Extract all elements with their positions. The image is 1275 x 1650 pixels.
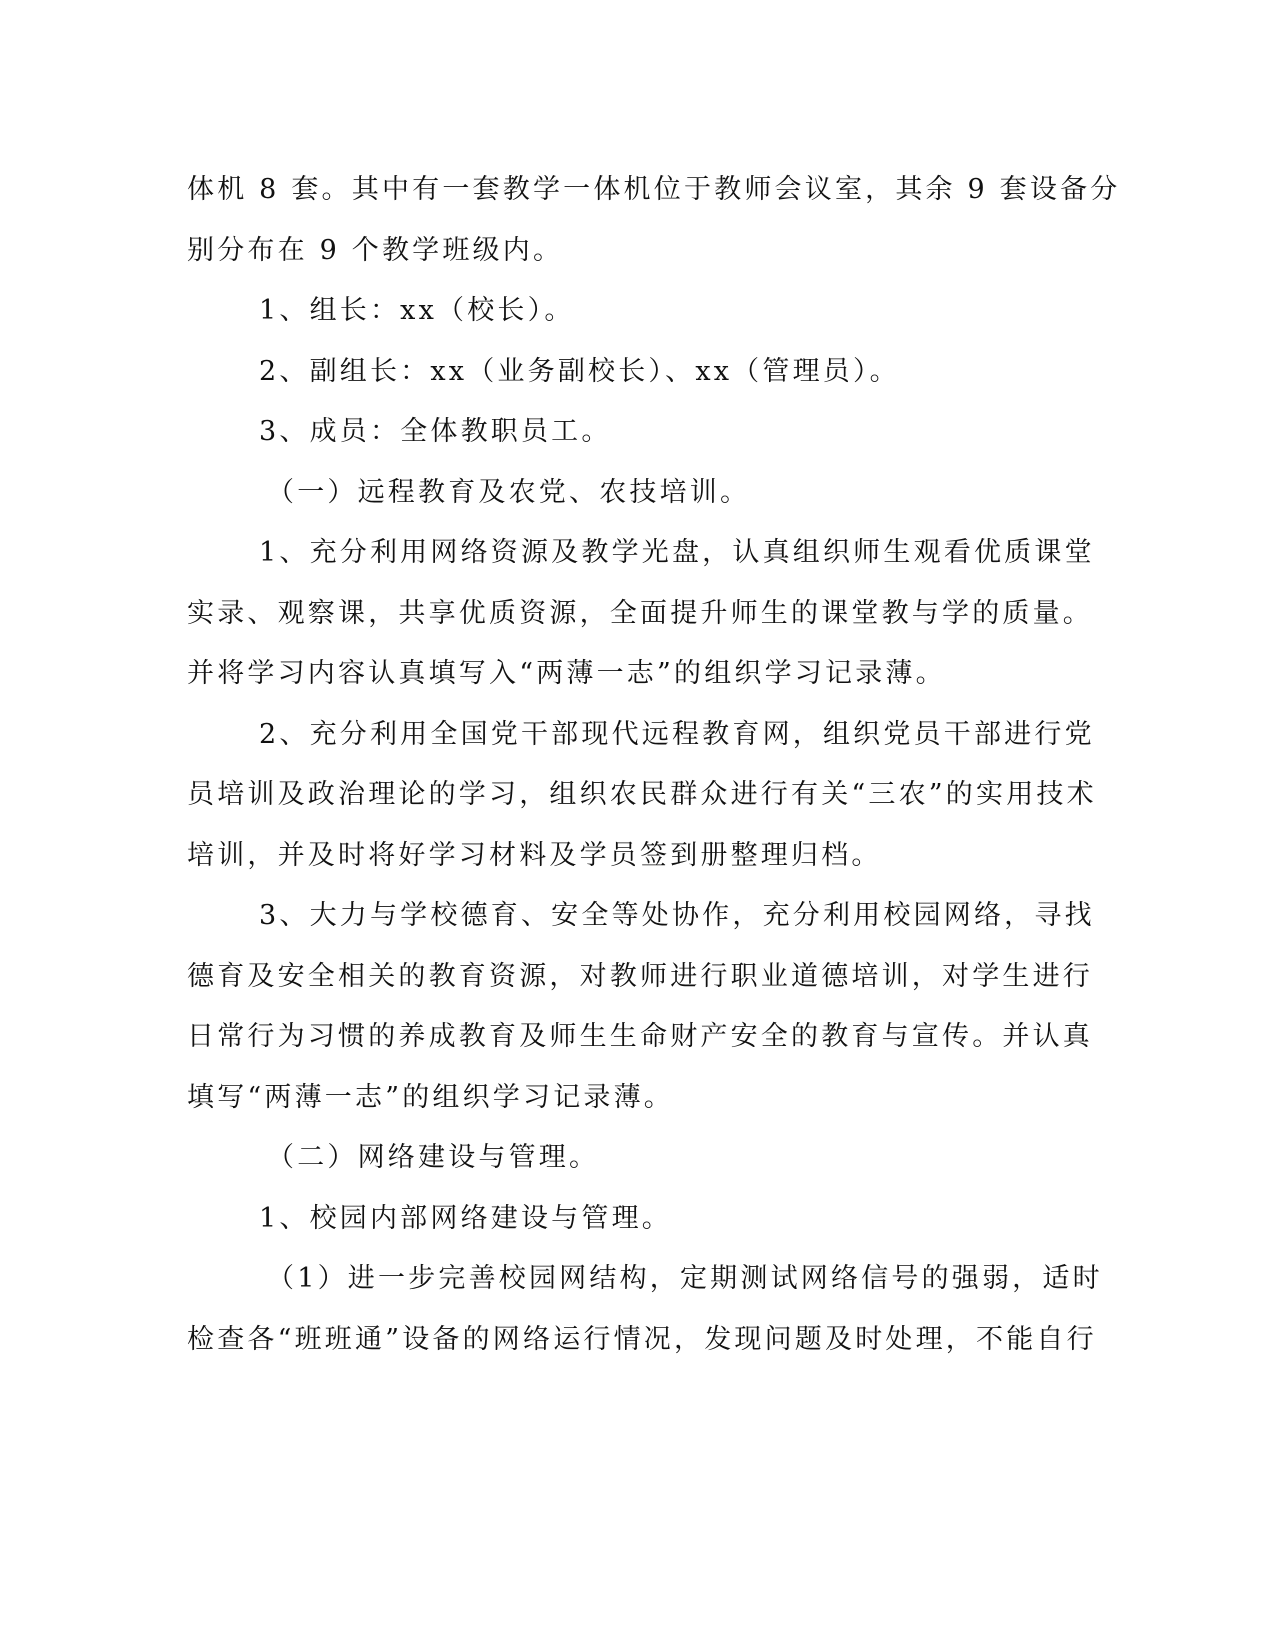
paragraph-line: 培训，并及时将好学习材料及学员签到册整理归档。 bbox=[187, 839, 882, 871]
paragraph-line: 德育及安全相关的教育资源，对教师进行职业道德培训，对学生进行 bbox=[187, 960, 1093, 992]
paragraph-line: 填写“两薄一志”的组织学习记录薄。 bbox=[187, 1081, 675, 1113]
subsection-heading: 1、校园内部网络建设与管理。 bbox=[259, 1202, 672, 1234]
section-heading-2: （二）网络建设与管理。 bbox=[267, 1142, 600, 1173]
list-item-members: 3、成员：全体教职员工。 bbox=[259, 416, 612, 447]
paragraph-line: （1）进一步完善校园网结构，定期测试网络信号的强弱，适时 bbox=[267, 1263, 1103, 1294]
paragraph-line: 3、大力与学校德育、安全等处协作，充分利用校园网络，寻找 bbox=[259, 900, 1095, 931]
paragraph-line: 并将学习内容认真填写入“两薄一志”的组织学习记录薄。 bbox=[187, 658, 946, 689]
section-heading-1: （一）远程教育及农党、农技培训。 bbox=[267, 476, 751, 508]
paragraph-line: 别分布在 9 个教学班级内。 bbox=[187, 234, 564, 266]
document-body bbox=[187, 160, 1121, 1370]
paragraph-line: 员培训及政治理论的学习，组织农民群众进行有关“三农”的实用技术 bbox=[187, 779, 1097, 810]
list-item-deputy-leader: 2、副组长：xx（业务副校长）、xx（管理员）。 bbox=[259, 355, 900, 387]
paragraph-line: 1、充分利用网络资源及教学光盘，认真组织师生观看优质课堂 bbox=[259, 537, 1095, 568]
paragraph-line: 实录、观察课，共享优质资源，全面提升师生的课堂教与学的质量。 bbox=[187, 597, 1093, 629]
paragraph-line: 2、充分利用全国党干部现代远程教育网，组织党员干部进行党 bbox=[259, 718, 1095, 750]
paragraph-line: 日常行为习惯的养成教育及师生生命财产安全的教育与宣传。并认真 bbox=[187, 1021, 1093, 1052]
paragraph-line: 体机 8 套。其中有一套教学一体机位于教师会议室，其余 9 套设备分 bbox=[187, 174, 1121, 205]
paragraph-line: 检查各“班班通”设备的网络运行情况，发现问题及时处理，不能自行 bbox=[187, 1323, 1097, 1355]
list-item-leader: 1、组长：xx（校长）。 bbox=[259, 295, 575, 326]
